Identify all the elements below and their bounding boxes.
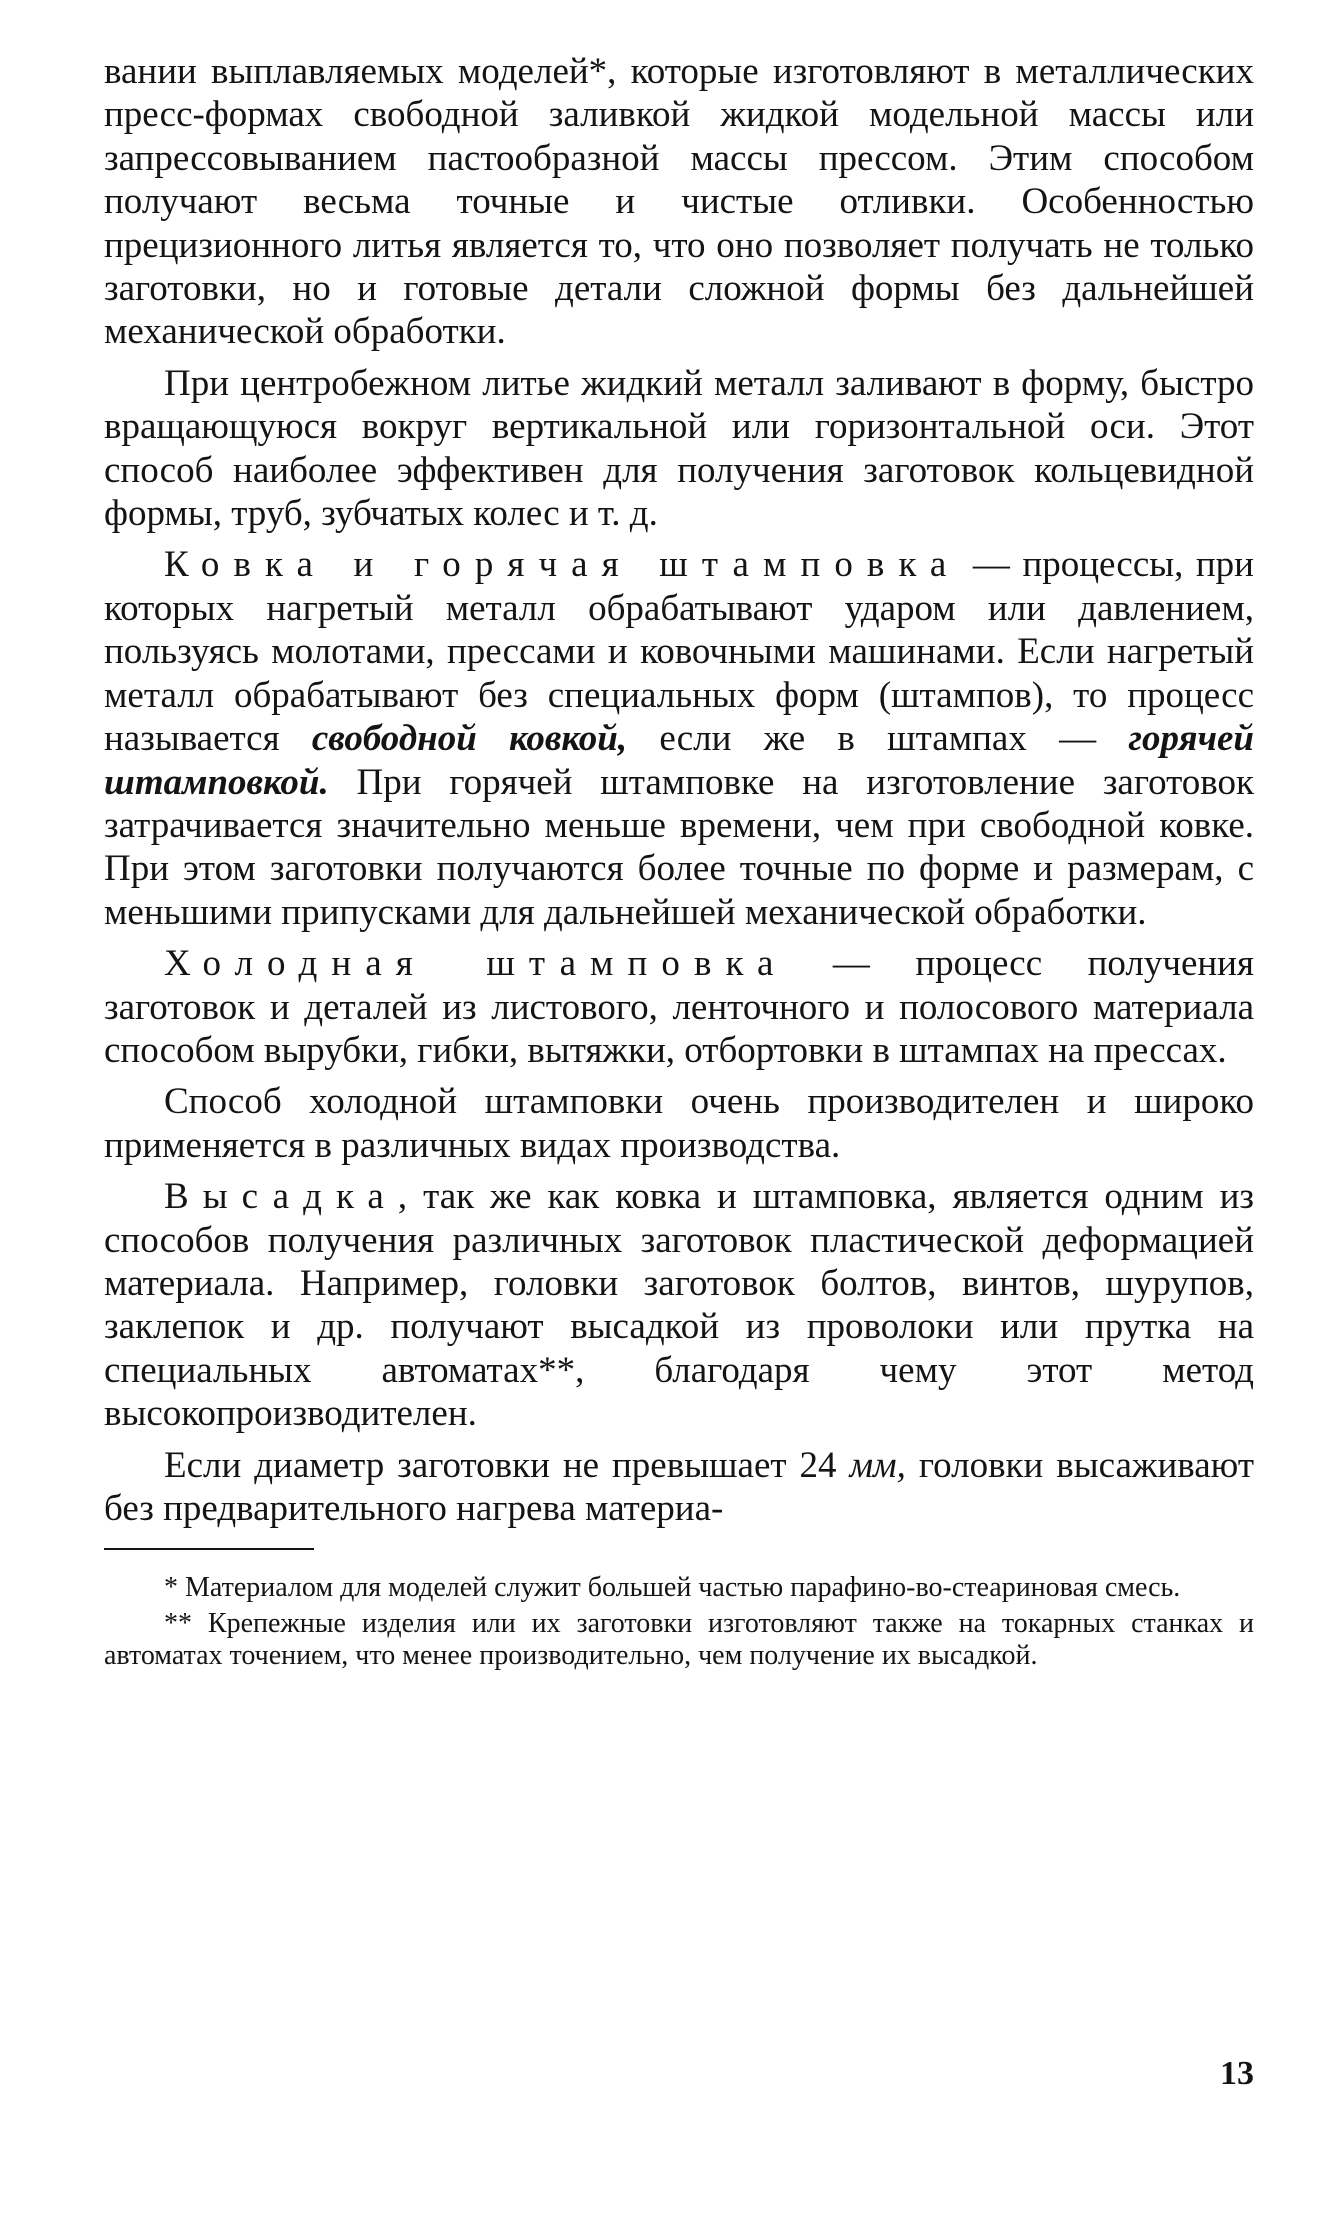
diameter-text-a: Если диаметр заготовки не превышает 24 xyxy=(164,1444,850,1486)
upsetting-text: , так же как ковка и штамповка, является одним из способов получения различных заготовок пластической деформацией материала. Например, головки заготовок болтов, винтов, шурупов, заклепок и др. получают высадкой из проволоки или прутка на специальных автоматах**, благодаря чему этот метод высокопроизводителен. xyxy=(104,1176,1254,1435)
forging-text-c: При горячей штамповке на изготовление заготовок затрачивается значительно меньше времени, чем при свободной ковке. При этом заготовки получаются более точные по форме и размерам, с меньшими припусками для дальнейшей механической обработки. xyxy=(104,761,1254,933)
paragraph-centrifugal-casting: При центробежном литье жидкий металл заливают в форму, быстро вращающуюся вокруг вертикальной или горизонтальной оси. Этот способ наиболее эффективен для получения заготовок кольцевидной формы, труб, зубчатых колес и т. д. xyxy=(104,362,1254,535)
paragraph-forging xyxy=(104,543,1254,934)
paragraph-diameter xyxy=(104,1444,1254,1531)
footnotes xyxy=(104,1572,1254,1672)
diameter-text-b: головки высаживают без предварительного нагрева материа- xyxy=(104,1444,1254,1529)
forging-text-b: если же в штампах — xyxy=(627,718,1129,760)
term-forging: Ковка и горячая штамповка xyxy=(164,544,961,586)
main-text xyxy=(104,50,1254,1530)
paragraph-investment-casting: вании выплавляемых моделей*, которые изготовляют в металлических пресс-формах свободной заливкой жидкой модельной массы или запрессовыванием пастообразной массы прессом. Этим способом получают весьма точные и чистые отливки. Особенностью прецизионного литья является то, что оно позволяет получать не только заготовки, но и готовые детали сложной формы без дальнейшей механической обработки. xyxy=(104,51,1254,353)
forging-text-a: — процессы, при которых нагретый металл обрабатывают ударом или давлением, пользуясь молотами, прессами и ковочными машинами. Если нагретый металл обрабатывают без специальных форм (штампов), то процесс называется xyxy=(104,544,1254,760)
unit-mm: мм, xyxy=(849,1444,906,1486)
term-upsetting: Высадка xyxy=(164,1176,398,1218)
paragraph-upsetting xyxy=(104,1175,1254,1435)
page-content xyxy=(104,50,1254,1676)
term-free-forging: свободной ковкой, xyxy=(311,718,628,760)
page-number: 13 xyxy=(1220,2055,1254,2092)
term-hot-stamping: горячей штамповкой. xyxy=(104,718,1255,803)
paragraph-cold-stamping-productivity: Способ холодной штамповки очень производителен и широко применяется в различных видах производства. xyxy=(104,1081,1254,1166)
footnote-1: * Материалом для моделей служит большей частью парафино-во-стеариновая смесь. xyxy=(164,1572,1181,1604)
term-cold-stamping: Холодная штамповка xyxy=(164,943,788,985)
footnote-2: ** Крепежные изделия или их заготовки изготовляют также на токарных станках и автоматах точением, что менее производительно, чем получение их высадкой. xyxy=(104,1608,1254,1672)
cold-stamping-text: — процесс получения заготовок и деталей из листового, ленточного и полосового материала способом вырубки, гибки, вытяжки, отбортовки в штампах на прессах. xyxy=(104,943,1254,1071)
footnote-divider xyxy=(104,1548,314,1550)
paragraph-cold-stamping xyxy=(104,942,1254,1072)
